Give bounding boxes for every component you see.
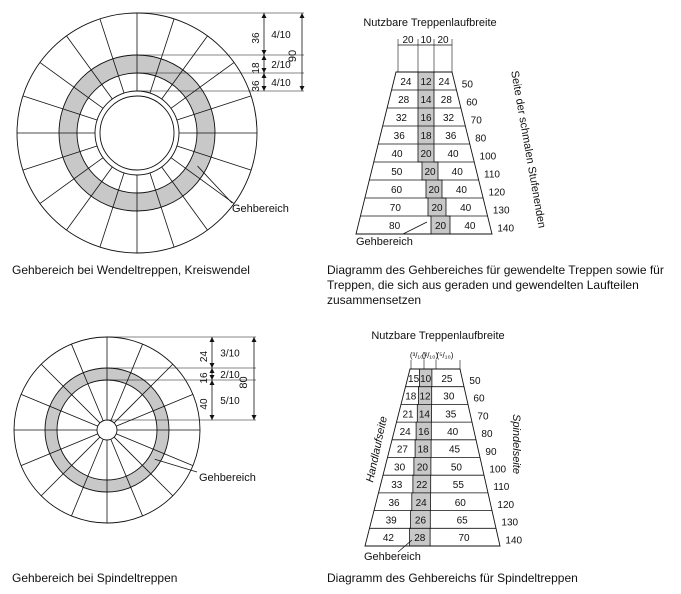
cell-right: 40: [447, 149, 459, 160]
cell-right: 45: [448, 444, 461, 456]
fraction-label: 4/10: [271, 78, 291, 89]
cell-walk: 20: [428, 185, 440, 196]
cell-walk: 28: [414, 533, 426, 545]
cell-left: 40: [391, 149, 403, 160]
cell-right: 40: [447, 426, 459, 438]
dim-36-top-arrow-b: [262, 50, 267, 55]
dim-label: 18: [251, 62, 262, 74]
cell-left: 36: [388, 497, 400, 509]
cell-walk: 12: [420, 77, 432, 88]
fraction-label: 2/10: [220, 370, 240, 381]
caption-gewendelte-treppen: Diagramm des Gehbereiches für gewendelte Treppen sowie für Treppen, die sich aus geraden und gewendelten Laufteilen zusammensetzen: [327, 263, 664, 307]
cell-left: 27: [396, 444, 408, 456]
cell-right: 32: [442, 113, 455, 124]
walk-leader: [403, 222, 427, 234]
walk-label: Gehbereich: [364, 551, 421, 563]
walk-label: Gehbereich: [232, 203, 289, 215]
cell-left: 28: [398, 95, 410, 106]
cell-walk: 20: [424, 167, 436, 178]
total-width: 50: [461, 79, 473, 91]
cell-right: 60: [454, 497, 466, 509]
cell-walk: 14: [420, 95, 432, 106]
dim-36-top-arrow-a: [262, 13, 267, 18]
cell-walk: 24: [415, 497, 427, 509]
walk-leader: [198, 166, 232, 203]
cell-left: 32: [395, 113, 408, 124]
total-width: 110: [484, 169, 500, 181]
dim-90-arrow-a: [300, 13, 305, 18]
dim-36-bottom-arrow-a: [262, 73, 267, 78]
total-width: 80: [475, 133, 487, 145]
walk-label: Gehbereich: [356, 236, 413, 248]
cell-right: 65: [456, 515, 468, 527]
total-width: 70: [470, 115, 482, 127]
top-fraction: (²/₁₀): [421, 351, 439, 360]
top-dim: 20: [402, 35, 414, 46]
dim-18-arrow-a: [262, 55, 267, 60]
dim-80-arrow-a: [252, 337, 257, 342]
cell-walk: 16: [420, 113, 432, 124]
cell-left: 70: [389, 203, 401, 214]
dim-90-arrow-b: [300, 86, 305, 91]
cell-left: 39: [385, 515, 397, 527]
dim-label: 36: [251, 80, 262, 92]
dim-18-arrow-b: [262, 68, 267, 73]
cell-walk: 14: [418, 409, 430, 421]
top-fraction: (³/₁₀): [409, 351, 427, 360]
cell-left: 60: [390, 185, 403, 196]
diagram-title: Nutzbare Treppenlaufbreite: [363, 17, 497, 29]
ring-4: [100, 96, 174, 170]
cell-right: 36: [445, 131, 457, 142]
cell-walk: 22: [416, 480, 428, 492]
total-width: 120: [497, 499, 515, 511]
dim-label: 24: [199, 350, 210, 363]
cell-left: 30: [394, 462, 406, 474]
cell-left: 24: [400, 77, 412, 88]
total-width: 140: [505, 535, 523, 547]
spindle-label: Spindelseite: [510, 414, 522, 474]
cell-right: 40: [464, 221, 476, 232]
total-width: 80: [481, 429, 493, 441]
total-width: 60: [466, 97, 478, 109]
dim-24-arrow-b: [210, 363, 215, 368]
dim-40-arrow-a: [210, 380, 215, 385]
cell-left: 33: [391, 480, 403, 492]
cell-left: 36: [393, 131, 405, 142]
walk-label: Gehbereich: [199, 472, 256, 484]
side-label: Seite der schmalen Stufenenden: [508, 69, 548, 230]
total-width: 100: [489, 464, 507, 476]
total-width: 120: [488, 187, 506, 199]
cell-left: 21: [402, 409, 414, 421]
dim-16-arrow-a: [210, 368, 215, 373]
dim-40-arrow-b: [210, 415, 215, 420]
cell-left: 80: [389, 221, 401, 232]
cell-walk: 12: [419, 391, 431, 403]
cell-walk: 26: [414, 515, 427, 527]
fraction-label: 2/10: [271, 60, 291, 71]
dim-label: 36: [251, 32, 262, 44]
cell-right: 40: [455, 185, 468, 196]
caption-spindel-diagramm: Diagramm des Gehbereichs für Spindeltreppen: [327, 571, 578, 585]
fraction-label: 4/10: [271, 30, 291, 41]
cell-walk: 20: [416, 462, 428, 474]
total-width: 60: [473, 393, 485, 405]
dim-label: 16: [199, 372, 210, 384]
cell-walk: 18: [417, 444, 429, 456]
dim-24-arrow-a: [210, 337, 215, 342]
diagram-title: Nutzbare Treppenlaufbreite: [371, 330, 505, 342]
total-width: 90: [485, 446, 497, 458]
cell-right: 70: [458, 533, 470, 545]
cell-left: 42: [382, 533, 394, 545]
total-width: 110: [493, 482, 510, 494]
top-dim: 20: [437, 35, 449, 46]
cell-left: 18: [405, 391, 417, 403]
dim-80-arrow-b: [252, 415, 257, 420]
dim-label: 40: [199, 398, 210, 410]
caption-kreiswendel: Gehbereich bei Wendeltreppen, Kreiswendel: [12, 263, 250, 277]
dim-16-arrow-b: [210, 375, 215, 380]
cell-left: 24: [399, 426, 411, 438]
total-width: 70: [477, 411, 489, 423]
total-width: 100: [479, 151, 497, 163]
fraction-label: 3/10: [220, 348, 240, 360]
handrail-label: Handlaufseite: [364, 415, 390, 484]
cell-right: 35: [445, 409, 457, 421]
cell-walk: 20: [434, 221, 447, 232]
walk-leader: [155, 459, 197, 472]
dim-label: 80: [238, 376, 250, 389]
cell-right: 55: [452, 480, 464, 492]
cell-right: 40: [451, 167, 463, 178]
cell-right: 30: [443, 391, 455, 403]
cell-walk: 16: [418, 426, 430, 438]
dim-label: 90: [287, 49, 299, 63]
caption-spindeltreppen: Gehbereich bei Spindeltreppen: [12, 571, 178, 585]
fraction-label: 5/10: [220, 396, 240, 407]
cell-walk: 18: [420, 131, 432, 142]
ring-3: [95, 91, 179, 175]
cell-right: 25: [441, 373, 453, 385]
total-width: 50: [469, 376, 481, 388]
cell-right: 28: [440, 95, 452, 106]
total-width: 140: [497, 223, 515, 235]
top-fraction: (⁵/₁₀): [436, 351, 454, 360]
top-dim: 10: [420, 35, 432, 46]
cell-walk: 20: [420, 149, 432, 160]
dim-36-bottom-arrow-b: [262, 86, 267, 91]
cell-left: 50: [391, 167, 403, 178]
cell-right: 24: [438, 77, 450, 88]
ring-3: [97, 420, 117, 440]
cell-walk: 20: [431, 203, 443, 214]
cell-right: 40: [460, 203, 472, 214]
total-width: 130: [501, 517, 519, 529]
cell-left: 15: [408, 373, 420, 385]
cell-walk: 10: [420, 373, 432, 385]
total-width: 130: [492, 205, 510, 217]
cell-right: 50: [450, 462, 463, 474]
